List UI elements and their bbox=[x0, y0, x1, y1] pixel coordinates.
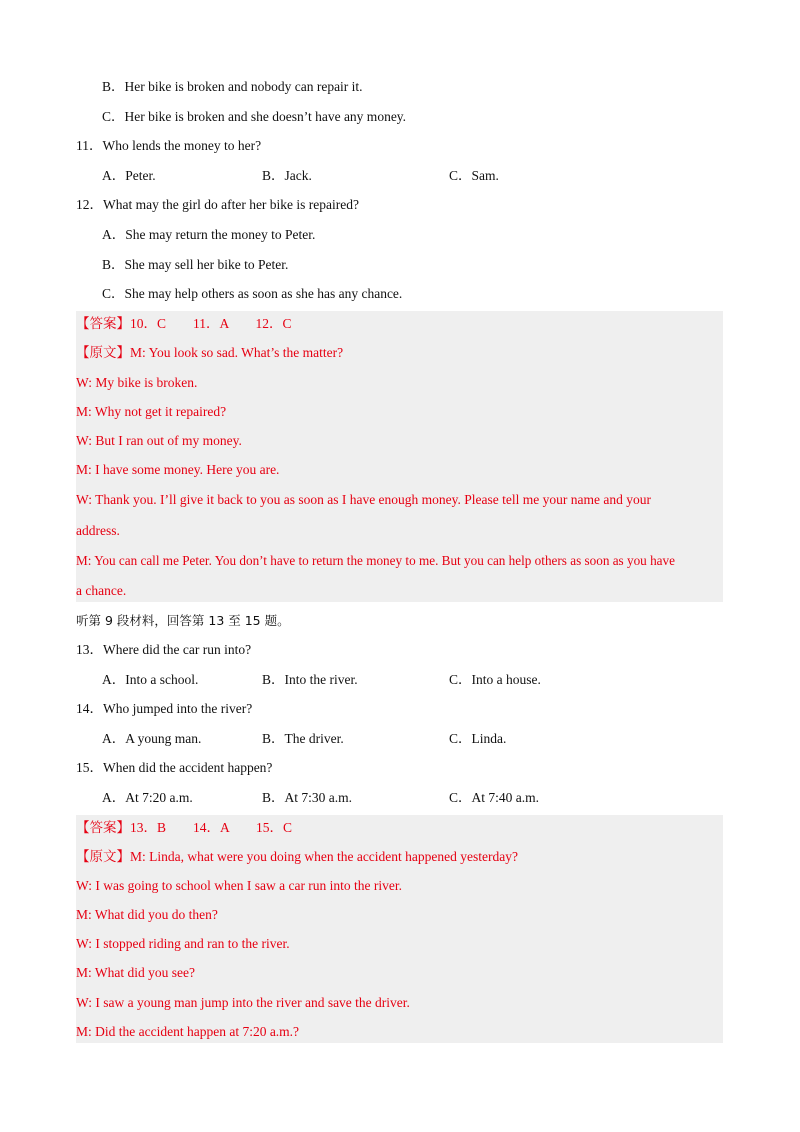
answer-1-text: 10．C 11．A 12．C bbox=[130, 316, 292, 331]
answer-1 bbox=[76, 315, 292, 333]
q11-stem: 11．Who lends the money to her? bbox=[76, 138, 262, 153]
q10-option-c: C．Her bike is broken and she doesn’t have any money. bbox=[102, 109, 407, 124]
transcript-1-line: W: But I ran out of my money. bbox=[76, 433, 242, 448]
q11-option-c: C．Sam. bbox=[449, 168, 499, 183]
section-9-heading: 听第 9 段材料，回答第 13 至 15 题。 bbox=[76, 613, 290, 628]
q13-option-c: C．Into a house. bbox=[449, 672, 541, 687]
transcript-2-line: W: I was going to school when I saw a car run into the river. bbox=[76, 878, 403, 893]
q12-stem: 12．What may the girl do after her bike is repaired? bbox=[76, 197, 360, 212]
answer-2-tag: 【答案】 bbox=[76, 820, 130, 835]
transcript-1-tag: 【原文】 bbox=[76, 345, 130, 360]
transcript-2-line: W: I saw a young man jump into the river and save the driver. bbox=[76, 995, 410, 1010]
q15-option-a: A．At 7:20 a.m. bbox=[102, 790, 193, 805]
q10-option-b: B．Her bike is broken and nobody can repair it. bbox=[102, 79, 363, 94]
q11-option-b: B．Jack. bbox=[262, 168, 312, 183]
q15-stem: 15．When did the accident happen? bbox=[76, 760, 273, 775]
q14-option-b: B．The driver. bbox=[262, 731, 344, 746]
transcript-1-first: M: You look so sad. What’s the matter? bbox=[130, 345, 344, 360]
q12-option-b: B．She may sell her bike to Peter. bbox=[102, 257, 289, 272]
transcript-2-line: W: I stopped riding and ran to the river. bbox=[76, 936, 290, 951]
q15-option-b: B．At 7:30 a.m. bbox=[262, 790, 352, 805]
q14-option-a: A．A young man. bbox=[102, 731, 202, 746]
transcript-2-line: M: Did the accident happen at 7:20 a.m.? bbox=[76, 1024, 300, 1039]
transcript-1-line: W: Thank you. I’ll give it back to you as soon as I have enough money. Please tell me your name and your bbox=[76, 492, 651, 507]
transcript-2-tag: 【原文】 bbox=[76, 849, 130, 864]
q14-stem: 14．Who jumped into the river? bbox=[76, 701, 253, 716]
q12-option-a: A．She may return the money to Peter. bbox=[102, 227, 316, 242]
transcript-1-line: M: Why not get it repaired? bbox=[76, 404, 227, 419]
transcript-2-first-line bbox=[76, 848, 518, 866]
transcript-1-line: M: You can call me Peter. You don’t have to return the money to me. But you can help others as soon as you have bbox=[76, 553, 675, 568]
q15-option-c: C．At 7:40 a.m. bbox=[449, 790, 539, 805]
answer-2-text: 13．B 14．A 15．C bbox=[130, 820, 293, 835]
transcript-2-line: M: What did you do then? bbox=[76, 907, 218, 922]
answer-1-tag: 【答案】 bbox=[76, 316, 130, 331]
transcript-1-first-line bbox=[76, 344, 343, 362]
answer-2 bbox=[76, 819, 292, 837]
transcript-1-line: a chance. bbox=[76, 583, 127, 598]
q13-option-a: A．Into a school. bbox=[102, 672, 199, 687]
q14-option-c: C．Linda. bbox=[449, 731, 507, 746]
q11-option-a: A．Peter. bbox=[102, 168, 156, 183]
q13-option-b: B．Into the river. bbox=[262, 672, 358, 687]
transcript-2-first: M: Linda, what were you doing when the accident happened yesterday? bbox=[130, 849, 518, 864]
q13-stem: 13．Where did the car run into? bbox=[76, 642, 252, 657]
transcript-1-line: W: My bike is broken. bbox=[76, 375, 198, 390]
transcript-1-line: M: I have some money. Here you are. bbox=[76, 462, 280, 477]
q12-option-c: C．She may help others as soon as she has any chance. bbox=[102, 286, 403, 301]
transcript-2-line: M: What did you see? bbox=[76, 965, 195, 980]
transcript-1-line: address. bbox=[76, 523, 120, 538]
